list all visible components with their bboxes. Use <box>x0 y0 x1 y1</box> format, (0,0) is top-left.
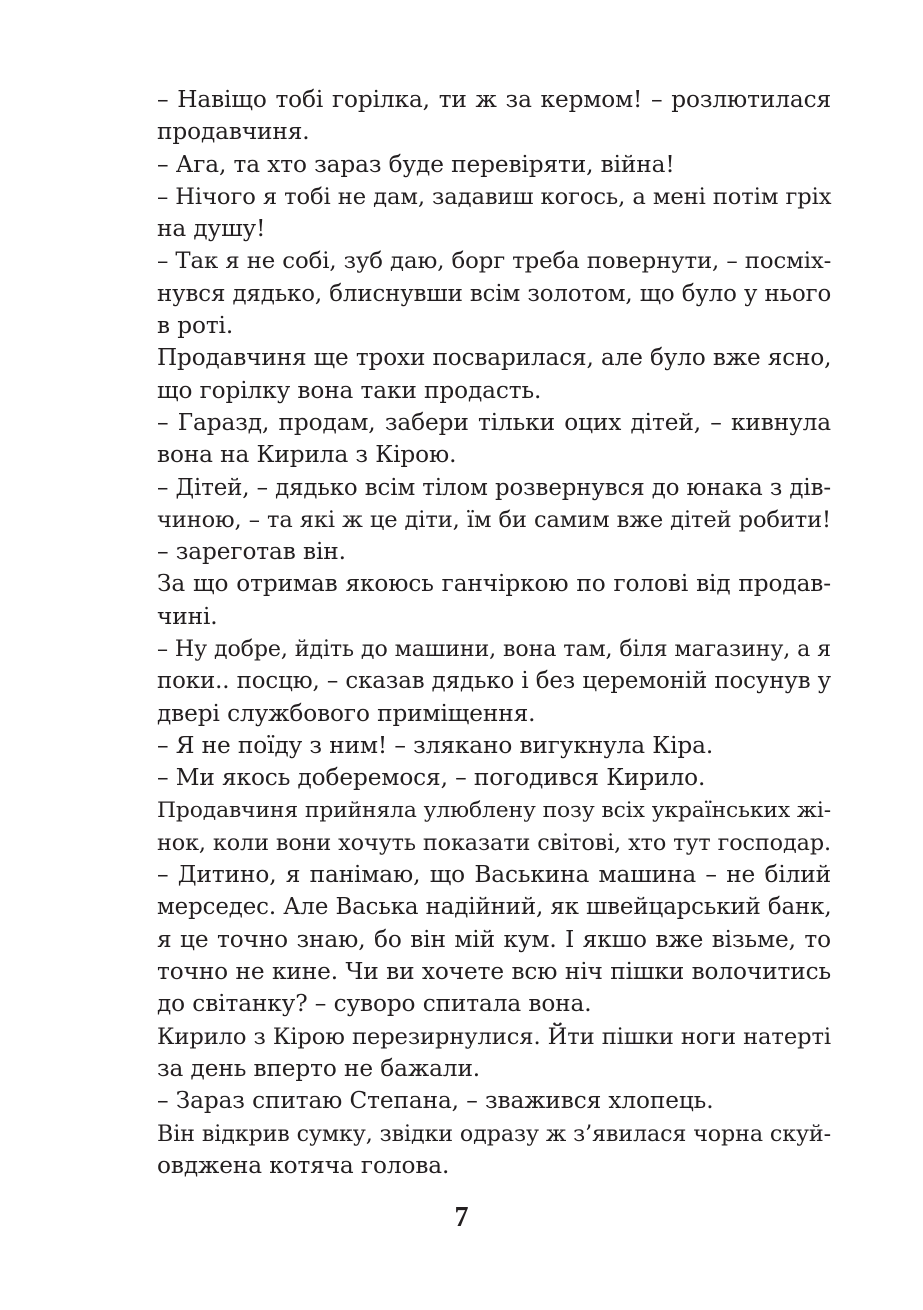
text-line: Він відкрив сумку, звідки одразу ж з’явилася чорна скуй- <box>157 1120 831 1147</box>
text-line: мерседес. Але Васька надійний, як швейцарський банк, <box>157 894 832 921</box>
text-line: – Ми якось доберемося, – погодився Кирило. <box>157 764 706 792</box>
text-line: – Дитино, я панімаю, що Васькина машина – не білий <box>157 861 831 889</box>
text-line: двері службового приміщення. <box>157 699 536 727</box>
text-line: – Ну добре, йдіть до машини, вона там, біля магазину, а я <box>157 636 831 663</box>
text-line: чиною, – та які ж це діти, їм би самим вже дітей робити! <box>157 506 831 533</box>
text-line: що горілку вона таки продасть. <box>157 376 542 404</box>
text-line: я це точно знаю, бо він мій кум. І якшо вже візьме, то <box>157 925 831 953</box>
page-number: 7 <box>454 1202 469 1233</box>
text-line: вона на Кирила з Кірою. <box>157 441 457 469</box>
text-line: Продавчиня ще трохи посварилася, але було вже ясно, <box>157 345 832 372</box>
text-line: – зареготав він. <box>157 538 346 566</box>
text-line: продавчиня. <box>157 118 310 146</box>
text-line: Кирило з Кірою перезирнулися. Йти пішки ноги натерті <box>157 1023 831 1050</box>
text-line: – Навіщо тобі горілка, ти ж за кермом! – розлютилася <box>157 86 831 113</box>
text-line: на душу! <box>157 215 266 243</box>
text-line: в роті. <box>157 312 234 340</box>
text-line: – Ага, та хто зараз буде перевіряти, війна! <box>157 150 675 178</box>
text-line: – Я не поїду з ним! – злякано вигукнула Кіра. <box>157 731 714 759</box>
text-line: Продавчиня прийняла улюблену позу всіх українських жі- <box>157 797 831 823</box>
text-line: точно не кине. Чи ви хочете всю ніч пішки волочитись <box>157 958 831 986</box>
text-line: – Так я не собі, зуб даю, борг треба повернути, – посміх- <box>157 248 832 275</box>
text-line: чині. <box>157 602 218 630</box>
text-line: – Зараз спитаю Степана, – зважився хлопець. <box>157 1087 714 1115</box>
text-line: – Гаразд, продам, забери тільки оцих дітей, – кивнула <box>157 408 831 436</box>
text-line: до світанку? – суворо спитала вона. <box>157 990 592 1018</box>
text-line: За що отримав якоюсь ганчіркою по голові від продав- <box>157 570 831 598</box>
body-text <box>157 84 831 1182</box>
text-line: – Нічого я тобі не дам, задавиш когось, а мені потім гріх <box>157 183 832 210</box>
text-line: нувся дядько, блиснувши всім золотом, що було у нього <box>157 280 832 307</box>
text-line: – Дітей, – дядько всім тілом розвернувся до юнака з дів- <box>157 474 831 501</box>
text-line: поки.. посцю, – сказав дядько і без церемоній посунув у <box>157 668 831 695</box>
text-line: за день вперто не бажали. <box>157 1054 481 1082</box>
text-line: овджена котяча голова. <box>157 1151 450 1179</box>
text-line: нок, коли вони хочуть показати світові, хто тут господар. <box>157 829 831 856</box>
